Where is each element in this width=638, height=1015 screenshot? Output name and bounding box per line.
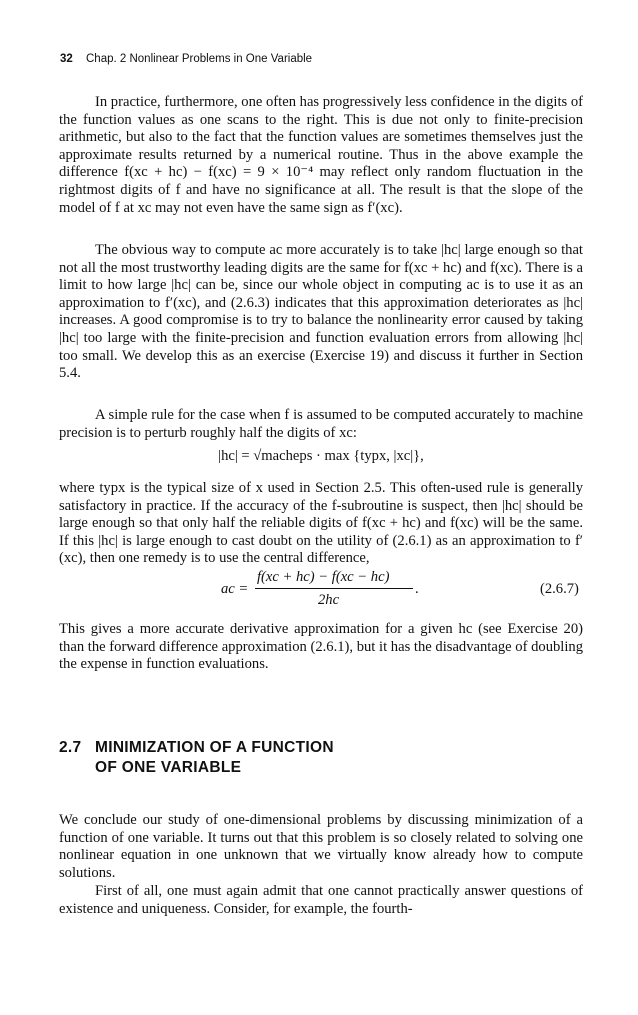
paragraph-text: In practice, furthermore, one often has progressively less confidence in the digits of the function values as one scans to the right. This is due not only to finite-precision arithmetic, but also to the fact that the function values are sometimes themselves just the approximate results returned by a numerical routine. Thus in the above example the difference f(xc + hc) − f(xc) = 9 × 10⁻⁴ may reflect only random fluctuation in the rightmost digits of f and have no significance at all. The result is that the slope of the model of f at xc may not even have the same sign as f′(xc). xyxy=(59,94,583,216)
equation-denominator: 2hc xyxy=(318,592,340,608)
running-header xyxy=(60,53,312,65)
equation-central-difference xyxy=(0,568,638,612)
fraction-bar xyxy=(255,588,413,589)
paragraph-existence xyxy=(59,883,583,918)
section-heading xyxy=(59,738,334,778)
equation-number: (2.6.7) xyxy=(540,581,579,597)
paragraph-typx xyxy=(59,480,583,568)
paragraph-text: We conclude our study of one-dimensional problems by discussing minimization of a function of one variable. It turns out that this problem is so closely related to solving one nonlinear equation in one unknown that we virtually know already how to compute solutions. xyxy=(59,812,583,881)
running-title: Chap. 2 Nonlinear Problems in One Variable xyxy=(86,53,313,65)
paragraph-text: This gives a more accurate derivative approximation for a given hc (see Exercise 20) than the forward difference approximation (2.6.1), but it has the disadvantage of doubling the expense in function evaluations. xyxy=(59,621,583,673)
section-title-line2: OF ONE VARIABLE xyxy=(95,759,242,776)
paragraph-text: The obvious way to compute ac more accurately is to take |hc| large enough so that not all the most trustworthy leading digits are the same for f(xc + hc) and f(xc). There is a limit to how large |hc| can be, since our whole object in computing ac is to use it as an approximation to f′(xc), and (2.6.3) indicates that this approximation deteriorates as |hc| increases. A good compromise is to try to balance the nonlinearity error caused by taking |hc| too large with the finite-precision and function evaluation errors from allowing |hc| too small. We develop this as an exercise (Exercise 19) and discuss it further in Section 5.4. xyxy=(59,242,583,382)
equation-step-size: |hc| = √macheps · max {typx, |xc|}, xyxy=(218,448,424,464)
equation-numerator: f(xc + hc) − f(xc − hc) xyxy=(257,569,390,585)
page-number: 32 xyxy=(60,53,73,65)
paragraph-precision xyxy=(59,94,583,217)
paragraph-step-size xyxy=(59,242,583,383)
paragraph-simple-rule xyxy=(59,407,583,442)
equation-lhs: ac = xyxy=(221,581,249,597)
section-title-line1: MINIMIZATION OF A FUNCTION xyxy=(95,739,334,756)
section-number: 2.7 xyxy=(59,739,82,756)
paragraph-minimization-intro xyxy=(59,812,583,882)
paragraph-text: A simple rule for the case when f is assumed to be computed accurately to machine precision is to perturb roughly half the digits of xc: xyxy=(59,407,583,441)
equation-period: . xyxy=(415,581,419,597)
paragraph-text: where typx is the typical size of x used in Section 2.5. This often-used rule is generally satisfactory in practice. If the accuracy of the f-subroutine is suspect, then |hc| should be large enough so that only half the reliable digits of f(xc + hc) and f(xc) will be the same. If this |hc| is large enough to cast doubt on the utility of (2.6.1) as an approximation to f′(xc), then one remedy is to use the central difference, xyxy=(59,480,583,567)
paragraph-central-difference xyxy=(59,621,583,674)
paragraph-text: First of all, one must again admit that one cannot practically answer questions of existence and uniqueness. Consider, for example, the fourth- xyxy=(59,883,583,917)
